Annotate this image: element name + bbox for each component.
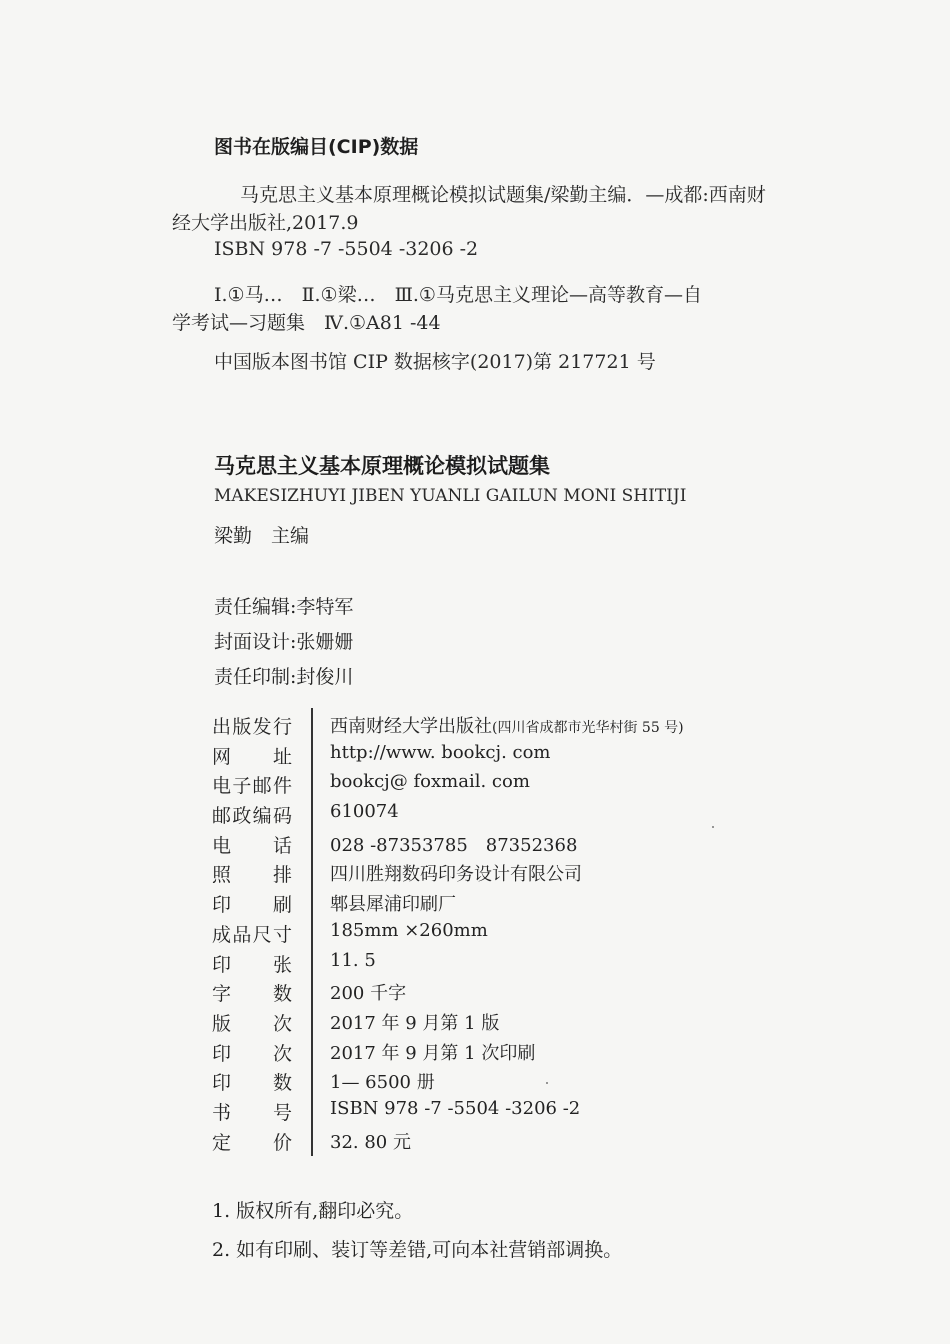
- info-label-char: 印: [212, 953, 232, 976]
- info-value-text: 610074: [330, 801, 399, 823]
- info-label-char: 成: [212, 923, 232, 946]
- info-label-char: 出: [212, 716, 232, 738]
- info-label: [212, 801, 292, 828]
- info-label-char: 数: [272, 983, 292, 1006]
- info-value-note: (四川省成都市光华村街 55 号): [492, 720, 684, 736]
- staff-print-manager: 责任印制:封俊川: [214, 666, 354, 688]
- info-label-char: 定: [212, 1131, 232, 1154]
- info-value-text: ISBN 978 -7 -5504 -3206 -2: [330, 1097, 581, 1119]
- info-value: [330, 1098, 580, 1119]
- info-label-char: 刷: [272, 894, 292, 917]
- info-value: [330, 1128, 411, 1154]
- info-value: [330, 950, 376, 971]
- info-value-text: 四川胜翔数码印务设计有限公司: [330, 864, 582, 886]
- info-value: [330, 712, 684, 738]
- info-label: [212, 1128, 292, 1155]
- info-label: [212, 1009, 292, 1036]
- info-label: [212, 890, 292, 917]
- info-label-char: 号: [272, 1101, 292, 1124]
- info-label-char: 政: [232, 805, 252, 828]
- info-label-char: 印: [212, 1042, 232, 1065]
- info-label-char: 话: [272, 834, 292, 857]
- info-label-char: 电: [212, 834, 232, 857]
- info-label: [212, 831, 292, 858]
- info-label: [212, 920, 292, 947]
- book-title: 马克思主义基本原理概论模拟试题集: [214, 454, 550, 478]
- info-label: [212, 742, 292, 769]
- info-value: [330, 860, 582, 886]
- info-label-char: 邮: [212, 805, 232, 828]
- cip-isbn: ISBN 978 -7 -5504 -3206 -2: [214, 238, 479, 260]
- scan-speck: [712, 826, 714, 828]
- info-label-char: 电: [212, 775, 232, 798]
- info-label: [212, 979, 292, 1006]
- info-label-char: 版: [212, 1012, 232, 1035]
- info-value-text: 185mm ×260mm: [330, 919, 488, 941]
- cip-line-3a: Ⅰ.①马… Ⅱ.①梁… Ⅲ.①马克思主义理论—高等教育—自: [214, 284, 702, 306]
- scan-speck: [546, 1082, 548, 1084]
- info-label-char: 数: [272, 1072, 292, 1095]
- info-value-text: 11. 5: [330, 949, 376, 971]
- info-label-char: 子: [232, 775, 252, 798]
- info-label-char: 码: [272, 805, 292, 828]
- info-label-char: 品: [232, 923, 252, 946]
- book-author: 梁勤 主编: [214, 525, 310, 547]
- cip-line-3b: 学考试—习题集 Ⅳ.①A81 -44: [172, 312, 441, 334]
- info-value: [330, 771, 530, 792]
- info-value-text: 2017 年 9 月第 1 次印刷: [330, 1042, 536, 1064]
- info-label-char: 发: [252, 716, 272, 738]
- info-label-char: 邮: [252, 775, 272, 798]
- info-value-text: http://www. bookcj. com: [330, 741, 551, 763]
- info-value: [330, 1039, 535, 1065]
- info-label: [212, 950, 292, 977]
- info-value: [330, 1068, 435, 1094]
- info-label-char: 字: [212, 983, 232, 1006]
- info-value-text: 1— 6500 册: [330, 1072, 435, 1094]
- info-value: [330, 979, 406, 1005]
- info-label: [212, 860, 292, 887]
- info-label: [212, 1039, 292, 1066]
- cip-heading: 图书在版编目(CIP)数据: [214, 136, 419, 158]
- info-label: [212, 712, 292, 739]
- info-label-char: 书: [212, 1101, 232, 1124]
- info-label-char: 照: [212, 864, 232, 887]
- info-value: [330, 742, 551, 763]
- info-label-char: 次: [272, 1012, 292, 1035]
- table-divider-line: [311, 708, 313, 1156]
- cip-line-4: 中国版本图书馆 CIP 数据核字(2017)第 217721 号: [214, 351, 656, 373]
- info-value-text: 2017 年 9 月第 1 版: [330, 1012, 500, 1034]
- info-label: [212, 1068, 292, 1095]
- info-value: [330, 920, 488, 941]
- info-value-text: 200 千字: [330, 983, 407, 1005]
- note-copyright: 1. 版权所有,翻印必究。: [212, 1200, 414, 1222]
- info-label-char: 印: [212, 1072, 232, 1095]
- info-label-char: 尺: [252, 923, 272, 946]
- info-label-char: 版: [232, 716, 252, 738]
- info-label-char: 行: [272, 716, 292, 738]
- info-label-char: 寸: [272, 923, 292, 946]
- info-value: [330, 1009, 499, 1035]
- note-replacement: 2. 如有印刷、装订等差错,可向本社营销部调换。: [212, 1239, 623, 1261]
- cip-line-1a: 马克思主义基本原理概论模拟试题集/梁勤主编．—成都:西南财: [240, 184, 766, 206]
- info-value-text: bookcj@ foxmail. com: [330, 771, 530, 793]
- info-label-char: 次: [272, 1042, 292, 1065]
- info-value-text: 32. 80 元: [330, 1131, 411, 1153]
- info-value: [330, 831, 577, 857]
- info-label: [212, 771, 292, 798]
- info-label-char: 排: [272, 864, 292, 887]
- info-label-char: 价: [272, 1131, 292, 1154]
- info-value: [330, 801, 399, 822]
- info-value-text: 028 -87353785 87352368: [330, 834, 578, 856]
- info-label: [212, 1098, 292, 1125]
- book-title-pinyin: MAKESIZHUYI JIBEN YUANLI GAILUN MONI SHITIJI: [214, 486, 687, 506]
- info-value-text: 西南财经大学出版社: [330, 716, 492, 737]
- info-label-char: 张: [272, 953, 292, 976]
- info-label-char: 印: [212, 894, 232, 917]
- info-label-char: 件: [272, 775, 292, 798]
- staff-editor: 责任编辑:李特军: [214, 596, 354, 618]
- info-label-char: 编: [252, 805, 272, 828]
- info-value-text: 郫县犀浦印刷厂: [330, 894, 456, 916]
- staff-cover-design: 封面设计:张姗姗: [214, 631, 354, 653]
- info-label-char: 网: [212, 745, 232, 768]
- cip-line-1b: 经大学出版社,2017.9: [172, 212, 359, 234]
- info-value: [330, 890, 456, 916]
- info-label-char: 址: [272, 745, 292, 768]
